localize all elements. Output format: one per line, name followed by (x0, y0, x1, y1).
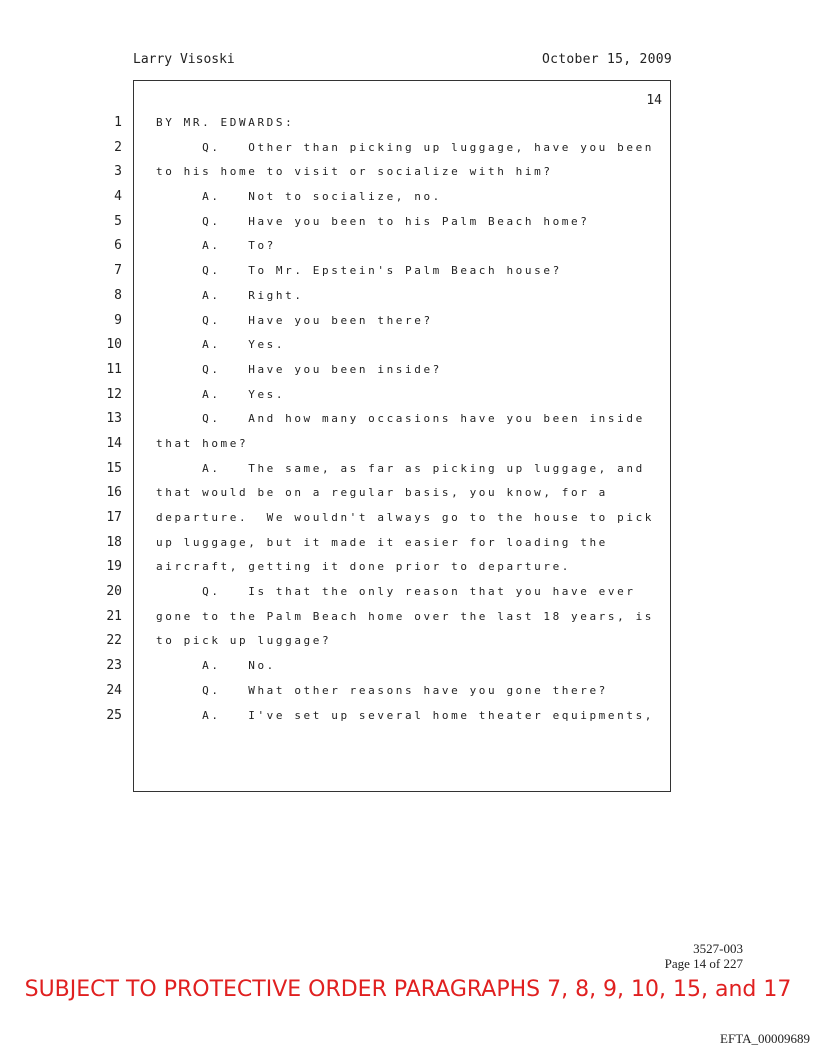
transcript-line: Q. Other than picking up luggage, have you been (156, 140, 655, 154)
transcript-line: A. To? (156, 239, 276, 253)
transcript-line: Q. Have you been to his Palm Beach home? (156, 214, 590, 228)
line-number: 24 (106, 682, 122, 698)
transcript-line: to pick up luggage? (156, 634, 332, 648)
witness-name: Larry Visoski (133, 52, 235, 67)
transcript-line: that home? (156, 436, 249, 450)
transcript-line: that would be on a regular basis, you know, for a (156, 486, 608, 500)
line-number: 8 (114, 287, 122, 303)
line-number: 16 (106, 485, 122, 501)
transcript-line: A. I've set up several home theater equipments, (156, 708, 655, 722)
line-number: 2 (114, 139, 122, 155)
transcript-line: to his home to visit or socialize with him? (156, 165, 553, 179)
case-number: 3527-003 (693, 941, 743, 956)
transcript-line: Q. Have you been inside? (156, 362, 442, 376)
transcript-line: A. Yes. (156, 387, 286, 401)
line-number: 1 (114, 115, 122, 130)
line-number: 9 (114, 312, 122, 328)
transcript-line: A. No. (156, 659, 276, 673)
line-number: 11 (106, 361, 122, 377)
line-number: 6 (114, 238, 122, 254)
transcript-line: A. The same, as far as picking up luggage, and (156, 461, 645, 475)
line-number: 5 (114, 213, 122, 229)
deposition-date: October 15, 2009 (541, 52, 672, 67)
line-number: 20 (106, 584, 122, 600)
line-number: 14 (106, 435, 122, 451)
protective-order-notice: SUBJECT TO PROTECTIVE ORDER PARAGRAPHS 7, 8, 9, 10, 15, and 17 (24, 977, 792, 1002)
transcript-line: aircraft, getting it done prior to departure. (156, 560, 572, 574)
line-number: 17 (106, 510, 122, 525)
transcript-line: A. Not to socialize, no. (156, 190, 442, 204)
transcript-line: Q. To Mr. Epstein's Palm Beach house? (156, 264, 562, 278)
line-number: 25 (106, 707, 122, 723)
line-number: 23 (106, 658, 122, 674)
transcript-line: Q. Have you been there? (156, 313, 433, 327)
bates-number: EFTA_00009689 (720, 1031, 810, 1046)
line-number: 22 (106, 633, 122, 649)
transcript-line: A. Right. (156, 288, 304, 302)
transcript-page-number: 14 (646, 93, 662, 108)
transcript-line: Q. And how many occasions have you been inside (156, 412, 645, 426)
line-number: 3 (114, 164, 122, 180)
transcript-line: gone to the Palm Beach home over the last 18 years, is (156, 609, 655, 623)
line-number: 10 (106, 337, 122, 353)
line-number: 12 (106, 386, 122, 402)
page-of-total: Page 14 of 227 (664, 956, 743, 971)
transcript-line: Q. What other reasons have you gone there? (156, 683, 608, 697)
line-number: 19 (106, 559, 122, 575)
transcript-line: Q. Is that the only reason that you have ever (156, 585, 636, 599)
line-number: 15 (106, 460, 122, 476)
line-number: 18 (106, 534, 122, 550)
page-footer (665, 941, 743, 971)
line-number: 21 (106, 608, 122, 624)
line-number-column (96, 111, 122, 728)
line-number: 4 (114, 189, 122, 205)
transcript-line: BY MR. EDWARDS: (156, 116, 295, 129)
line-number: 13 (106, 411, 122, 427)
line-number: 7 (114, 263, 122, 279)
transcript-line: A. Yes. (156, 338, 286, 352)
transcript-line: up luggage, but it made it easier for loading the (156, 535, 608, 549)
transcript-text (156, 111, 666, 728)
transcript-line: departure. We wouldn't always go to the house to pick (156, 511, 655, 524)
